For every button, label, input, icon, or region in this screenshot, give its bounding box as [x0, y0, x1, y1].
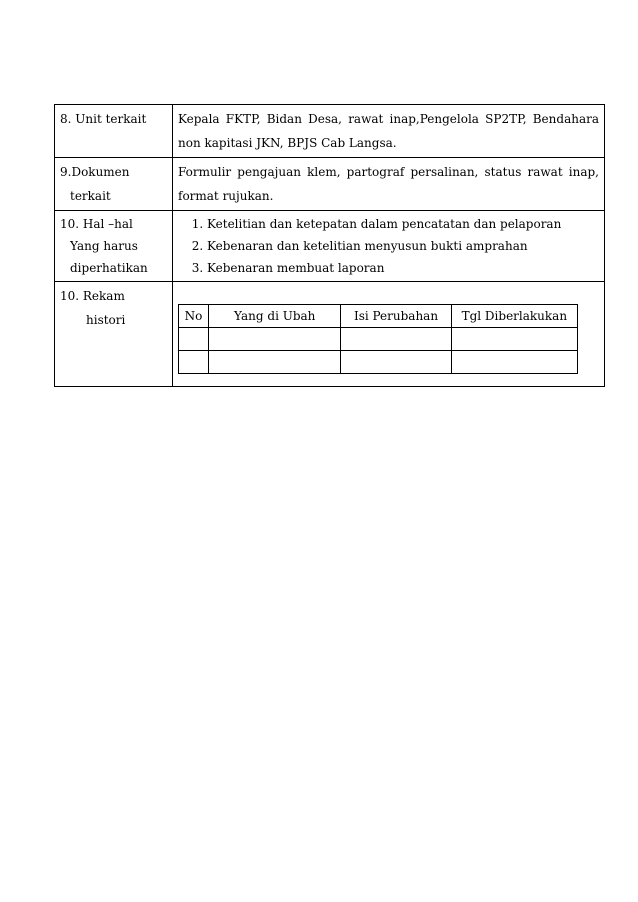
table-cell [451, 351, 577, 374]
rekam-header-yang-di-ubah: Yang di Ubah [209, 305, 341, 328]
rekam-histori-table [178, 304, 578, 374]
sop-table [54, 104, 605, 387]
content-rekam-histori [173, 282, 605, 387]
content-dokumen-terkait: Formulir pengajuan klem, partograf persalinan, status rawat inap, format rujukan. [173, 158, 605, 211]
hal-item: 2. Kebenaran dan ketelitian menyusun bukti amprahan [207, 235, 599, 257]
row-rekam-histori [55, 282, 605, 387]
table-cell [179, 328, 209, 351]
row-dokumen-terkait [55, 158, 605, 211]
label-dokumen-line2: terkait [70, 189, 111, 203]
label-hal-line1: 10. Hal –hal [60, 217, 133, 231]
hal-item: 3. Kebenaran membuat laporan [207, 257, 599, 279]
rekam-spacer [178, 282, 599, 304]
rekam-header-no: No [179, 305, 209, 328]
label-hal-line3: diperhatikan [70, 261, 148, 275]
row-hal-diperhatikan [55, 211, 605, 282]
label-rekam-line2: histori [86, 313, 126, 327]
table-cell [341, 351, 451, 374]
table-cell [209, 351, 341, 374]
rekam-header-tgl-diberlakukan: Tgl Diberlakukan [451, 305, 577, 328]
label-dokumen-line1: 9.Dokumen [60, 165, 130, 179]
table-row [179, 328, 578, 351]
label-hal-line2: Yang harus [70, 239, 138, 253]
table-cell [209, 328, 341, 351]
table-cell [451, 328, 577, 351]
rekam-header-isi-perubahan: Isi Perubahan [341, 305, 451, 328]
row-unit-terkait [55, 105, 605, 158]
label-rekam-line1: 10. Rekam [60, 289, 125, 303]
label-hal-diperhatikan [55, 211, 173, 282]
content-unit-terkait: Kepala FKTP, Bidan Desa, rawat inap,Pengelola SP2TP, Bendahara non kapitasi JKN, BPJS Cab Langsa. [173, 105, 605, 158]
label-dokumen-terkait [55, 158, 173, 211]
hal-list [178, 213, 599, 279]
table-row [179, 351, 578, 374]
hal-item: 1. Ketelitian dan ketepatan dalam pencatatan dan pelaporan [207, 213, 599, 235]
label-rekam-histori [55, 282, 173, 387]
table-cell [179, 351, 209, 374]
rekam-header-row [179, 305, 578, 328]
content-hal-diperhatikan [173, 211, 605, 282]
table-cell [341, 328, 451, 351]
label-unit-terkait: 8. Unit terkait [55, 105, 173, 158]
